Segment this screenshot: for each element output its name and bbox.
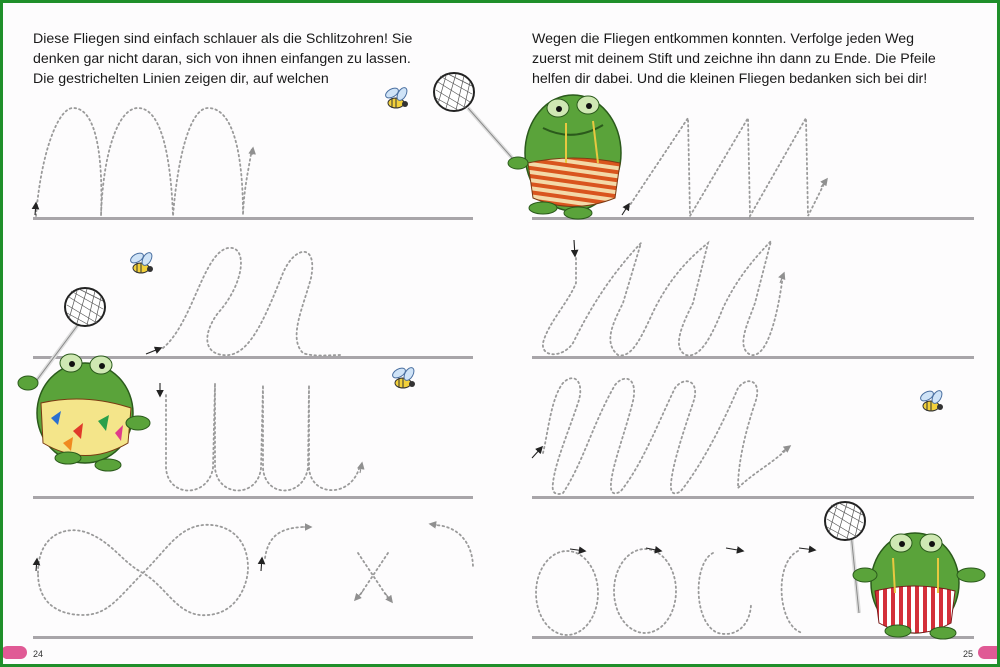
trace-row-left-4 [36, 524, 473, 615]
page-number-right: 25 [963, 649, 974, 659]
fly-icon [919, 389, 944, 411]
trace-row-left-1 [35, 108, 253, 216]
fly-icon [391, 366, 416, 388]
frog-illustration [18, 288, 150, 471]
fly-icon [384, 86, 409, 108]
trace-row-right-4 [536, 548, 815, 635]
right-instruction-line: zuerst mit deinem Stift und zeichne ihn dann zu Ende. Die Pfeile [532, 51, 936, 67]
right-instruction-line: Wegen die Fliegen entkommen konnten. Verfolge jeden Weg [532, 31, 914, 47]
page-number-left: 24 [33, 649, 44, 659]
left-instruction-line: denken gar nicht daran, sich von ihnen einfangen zu lassen. [33, 51, 411, 67]
butterfly-net-icon [65, 288, 105, 326]
butterfly-net-icon [825, 502, 865, 540]
trace-row-right-1 [622, 118, 827, 216]
fly-icon [129, 251, 154, 273]
trace-row-right-3 [532, 378, 790, 494]
right-instruction-line: helfen dir dabei. Und die kleinen Fliegen bedanken sich bei dir! [532, 71, 928, 87]
tracing-artwork [3, 3, 1000, 667]
trace-row-left-2 [146, 248, 343, 356]
trace-row-right-2 [543, 240, 784, 355]
left-instruction-line: Diese Fliegen sind einfach schlauer als die Schlitzohren! Sie [33, 31, 413, 47]
frog-illustration [825, 502, 985, 639]
trace-row-left-3 [160, 383, 362, 491]
left-instruction-line: Die gestrichelten Linien zeigen dir, auf welchen [33, 71, 329, 87]
butterfly-net-icon [434, 73, 474, 111]
frog-illustration [434, 73, 621, 219]
